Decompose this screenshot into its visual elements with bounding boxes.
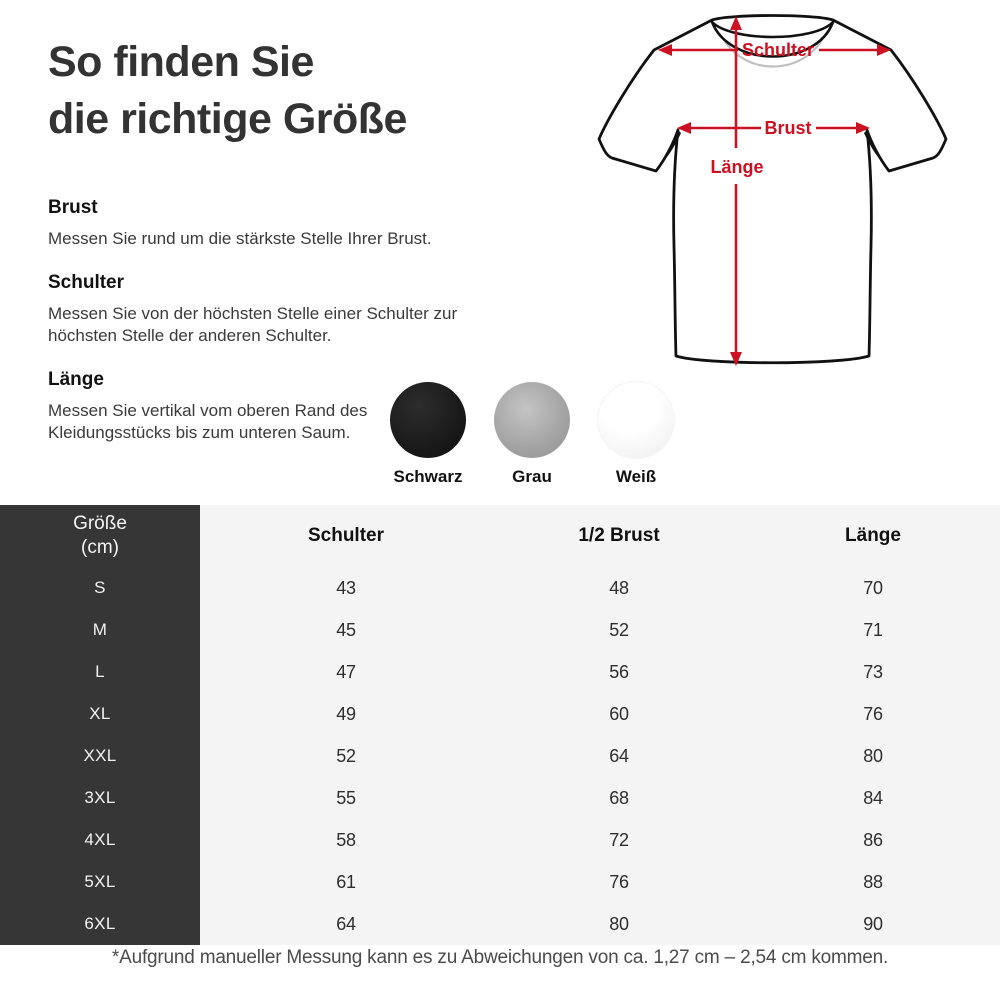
laenge-value-cell: 73 bbox=[746, 651, 1000, 693]
size-row-label: XL bbox=[0, 693, 200, 735]
size-row-label: 3XL bbox=[0, 777, 200, 819]
column-header-schulter: Schulter bbox=[200, 505, 492, 567]
swatch-circle-weiss bbox=[598, 382, 674, 458]
size-row-label: 4XL bbox=[0, 819, 200, 861]
table-corner-header bbox=[0, 505, 200, 567]
color-swatches bbox=[378, 382, 686, 487]
swatch-circle-schwarz bbox=[390, 382, 466, 458]
column-header-brust: 1/2 Brust bbox=[492, 505, 746, 567]
diagram-label-brust: Brust bbox=[764, 118, 812, 138]
diagram-label-schulter: Schulter bbox=[741, 40, 815, 60]
brust-value-cell: 64 bbox=[492, 735, 746, 777]
brust-value-cell: 80 bbox=[492, 903, 746, 945]
schulter-value-cell: 58 bbox=[200, 819, 492, 861]
instruction-text-brust: Messen Sie rund um die stärkste Stelle Ihrer Brust. bbox=[48, 229, 432, 248]
schulter-value-cell: 49 bbox=[200, 693, 492, 735]
laenge-value-cell: 71 bbox=[746, 609, 1000, 651]
schulter-value-cell: 64 bbox=[200, 903, 492, 945]
brust-value-cell: 48 bbox=[492, 567, 746, 609]
laenge-value-cell: 80 bbox=[746, 735, 1000, 777]
swatch-grau bbox=[482, 382, 582, 487]
instruction-heading-laenge: Länge bbox=[48, 368, 104, 390]
instruction-heading-brust: Brust bbox=[48, 197, 98, 218]
tshirt-diagram-svg bbox=[592, 6, 956, 378]
brust-value-cell: 68 bbox=[492, 777, 746, 819]
schulter-value-cell: 61 bbox=[200, 861, 492, 903]
diagram-label-laenge: Länge bbox=[710, 157, 764, 177]
tshirt-outline bbox=[599, 16, 946, 363]
swatch-label-grau: Grau bbox=[512, 467, 552, 486]
laenge-value-cell: 88 bbox=[746, 861, 1000, 903]
laenge-value-cell: 84 bbox=[746, 777, 1000, 819]
size-row-label: L bbox=[0, 651, 200, 693]
schulter-value-cell: 43 bbox=[200, 567, 492, 609]
swatch-label-weiss: Weiß bbox=[615, 467, 657, 486]
size-row-label: M bbox=[0, 609, 200, 651]
page-title-line1: So finden Sie bbox=[48, 38, 314, 86]
swatch-weiss bbox=[586, 382, 686, 487]
size-row-label: 5XL bbox=[0, 861, 200, 903]
brust-value-cell: 60 bbox=[492, 693, 746, 735]
swatch-circle-grau bbox=[494, 382, 570, 458]
schulter-value-cell: 52 bbox=[200, 735, 492, 777]
schulter-value-cell: 47 bbox=[200, 651, 492, 693]
laenge-value-cell: 76 bbox=[746, 693, 1000, 735]
brust-value-cell: 76 bbox=[492, 861, 746, 903]
size-row-label: S bbox=[0, 567, 200, 609]
table-corner-header-line2: (cm) bbox=[81, 537, 119, 558]
size-row-label: XXL bbox=[0, 735, 200, 777]
instruction-text-laenge: Messen Sie vertikal vom oberen Rand des Kleidungsstücks bis zum unteren Saum. bbox=[48, 400, 368, 442]
size-table bbox=[0, 505, 1000, 945]
swatch-label-schwarz: Schwarz bbox=[393, 467, 463, 486]
laenge-value-cell: 86 bbox=[746, 819, 1000, 861]
measurement-disclaimer: *Aufgrund manueller Messung kann es zu Abweichungen von ca. 1,27 cm – 2,54 cm kommen. bbox=[111, 947, 889, 968]
brust-value-cell: 72 bbox=[492, 819, 746, 861]
column-header-laenge: Länge bbox=[746, 505, 1000, 567]
brust-value-cell: 56 bbox=[492, 651, 746, 693]
tshirt-measurement-diagram bbox=[592, 6, 956, 378]
instruction-heading-schulter: Schulter bbox=[48, 271, 125, 293]
schulter-value-cell: 45 bbox=[200, 609, 492, 651]
page-title bbox=[48, 34, 407, 148]
size-row-label: 6XL bbox=[0, 903, 200, 945]
table-corner-header-line1: Größe bbox=[73, 513, 127, 534]
laenge-value-cell: 90 bbox=[746, 903, 1000, 945]
page-title-line2: die richtige Größe bbox=[48, 95, 407, 143]
schulter-value-cell: 55 bbox=[200, 777, 492, 819]
brust-value-cell: 52 bbox=[492, 609, 746, 651]
laenge-value-cell: 70 bbox=[746, 567, 1000, 609]
swatch-schwarz bbox=[378, 382, 478, 487]
instruction-text-schulter: Messen Sie von der höchsten Stelle einer Schulter zur höchsten Stelle der anderen Schulter. bbox=[48, 303, 458, 345]
